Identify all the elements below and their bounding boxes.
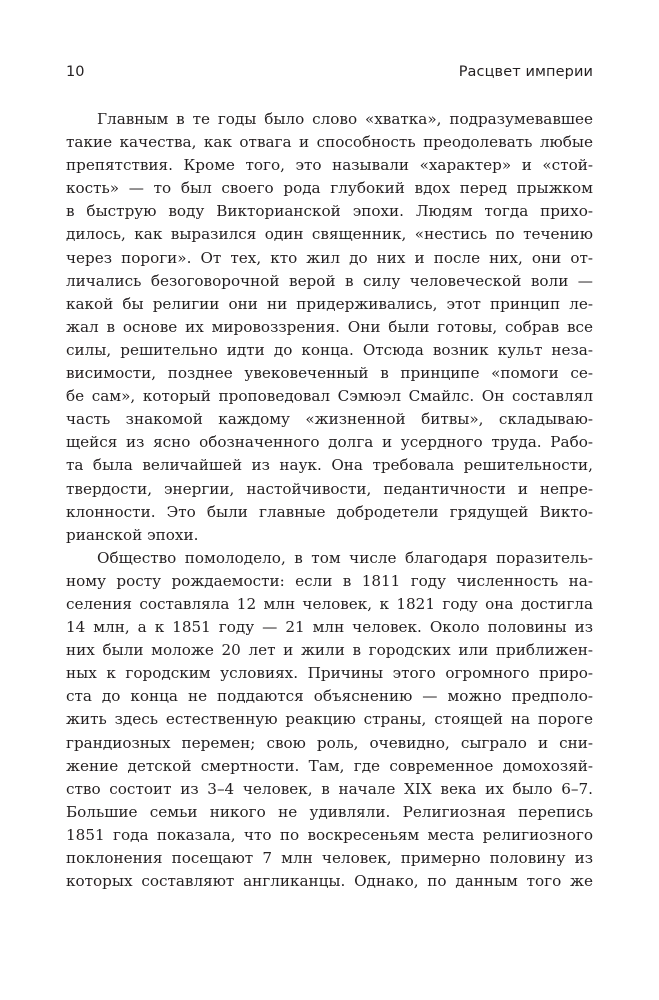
body-text xyxy=(66,108,593,893)
text-line: препятствия. Кроме того, это называли «характер» и «стой- xyxy=(66,156,593,175)
running-header xyxy=(66,64,593,86)
text-line: дилось, как выразился один священник, «нестись по течению xyxy=(66,225,593,244)
text-line: которых составляют англиканцы. Однако, по данным того же xyxy=(66,872,593,891)
text-line: Главным в те годы было слово «хватка», подразумевавшее xyxy=(97,110,593,128)
text-line: 1851 года показала, что по воскресеньям места религиозного xyxy=(66,825,593,844)
text-line: силы, решительно идти до конца. Отсюда возник культ неза- xyxy=(66,340,593,359)
text-line: ство состоит из 3–4 человек, в начале XIX века их было 6–7. xyxy=(66,779,593,798)
text-line: ных к городским условиях. Причины этого огромного приро- xyxy=(66,664,593,683)
text-line: часть знакомой каждому «жизненной битвы», складываю- xyxy=(66,410,593,429)
text-line: в быструю воду Викторианской эпохи. Людям тогда прихо- xyxy=(66,202,593,221)
text-line: ста до конца не поддаются объяснению — можно предполо- xyxy=(66,687,593,706)
chapter-title: Расцвет империи xyxy=(458,64,593,80)
text-line: бе сам», который проповедовал Сэмюэл Смайлс. Он составлял xyxy=(66,387,593,406)
text-line: та была величайшей из наук. Она требовала решительности, xyxy=(66,456,593,475)
text-line: какой бы религии они ни придерживались, этот принцип ле- xyxy=(66,294,593,313)
text-line: кость» — то был своего рода глубокий вдох перед прыжком xyxy=(66,179,593,198)
text-line: жал в основе их мировоззрения. Они были готовы, собрав все xyxy=(66,317,593,336)
text-line: жить здесь естественную реакцию страны, стоящей на пороге xyxy=(66,710,593,729)
text-line: жение детской смертности. Там, где современное домохозяй- xyxy=(66,756,593,775)
text-line: через пороги». От тех, кто жил до них и после них, они от- xyxy=(66,248,593,267)
text-line: грандиозных перемен; свою роль, очевидно, сыграло и сни- xyxy=(66,733,593,752)
page-number: 10 xyxy=(66,64,85,80)
text-line: щейся из ясно обозначенного долга и усердного труда. Рабо- xyxy=(66,433,593,452)
text-line: Большие семьи никого не удивляли. Религиозная перепись xyxy=(66,802,593,821)
text-line: клонности. Это были главные добродетели грядущей Викто- xyxy=(66,502,593,521)
text-line: них были моложе 20 лет и жили в городских или приближен- xyxy=(66,641,593,660)
text-line: личались безоговорочной верой в силу человеческой воли — xyxy=(66,271,593,290)
text-line: Общество помолодело, в том числе благодаря поразитель- xyxy=(97,548,593,567)
text-line: поклонения посещают 7 млн человек, примерно половину из xyxy=(66,849,593,867)
text-line: селения составляла 12 млн человек, к 1821 году она достигла xyxy=(66,594,593,613)
text-line: рианской эпохи. xyxy=(66,525,199,544)
text-line: такие качества, как отвага и способность преодолевать любые xyxy=(66,133,593,152)
paragraph xyxy=(66,547,593,893)
text-line: ному росту рождаемости: если в 1811 году численность на- xyxy=(66,571,593,590)
text-line: 14 млн, а к 1851 году — 21 млн человек. Около половины из xyxy=(66,618,593,637)
text-line: висимости, позднее увековеченный в принципе «помоги се- xyxy=(66,364,593,383)
text-line: твердости, энергии, настойчивости, педантичности и непре- xyxy=(66,479,593,498)
paragraph xyxy=(66,108,593,547)
